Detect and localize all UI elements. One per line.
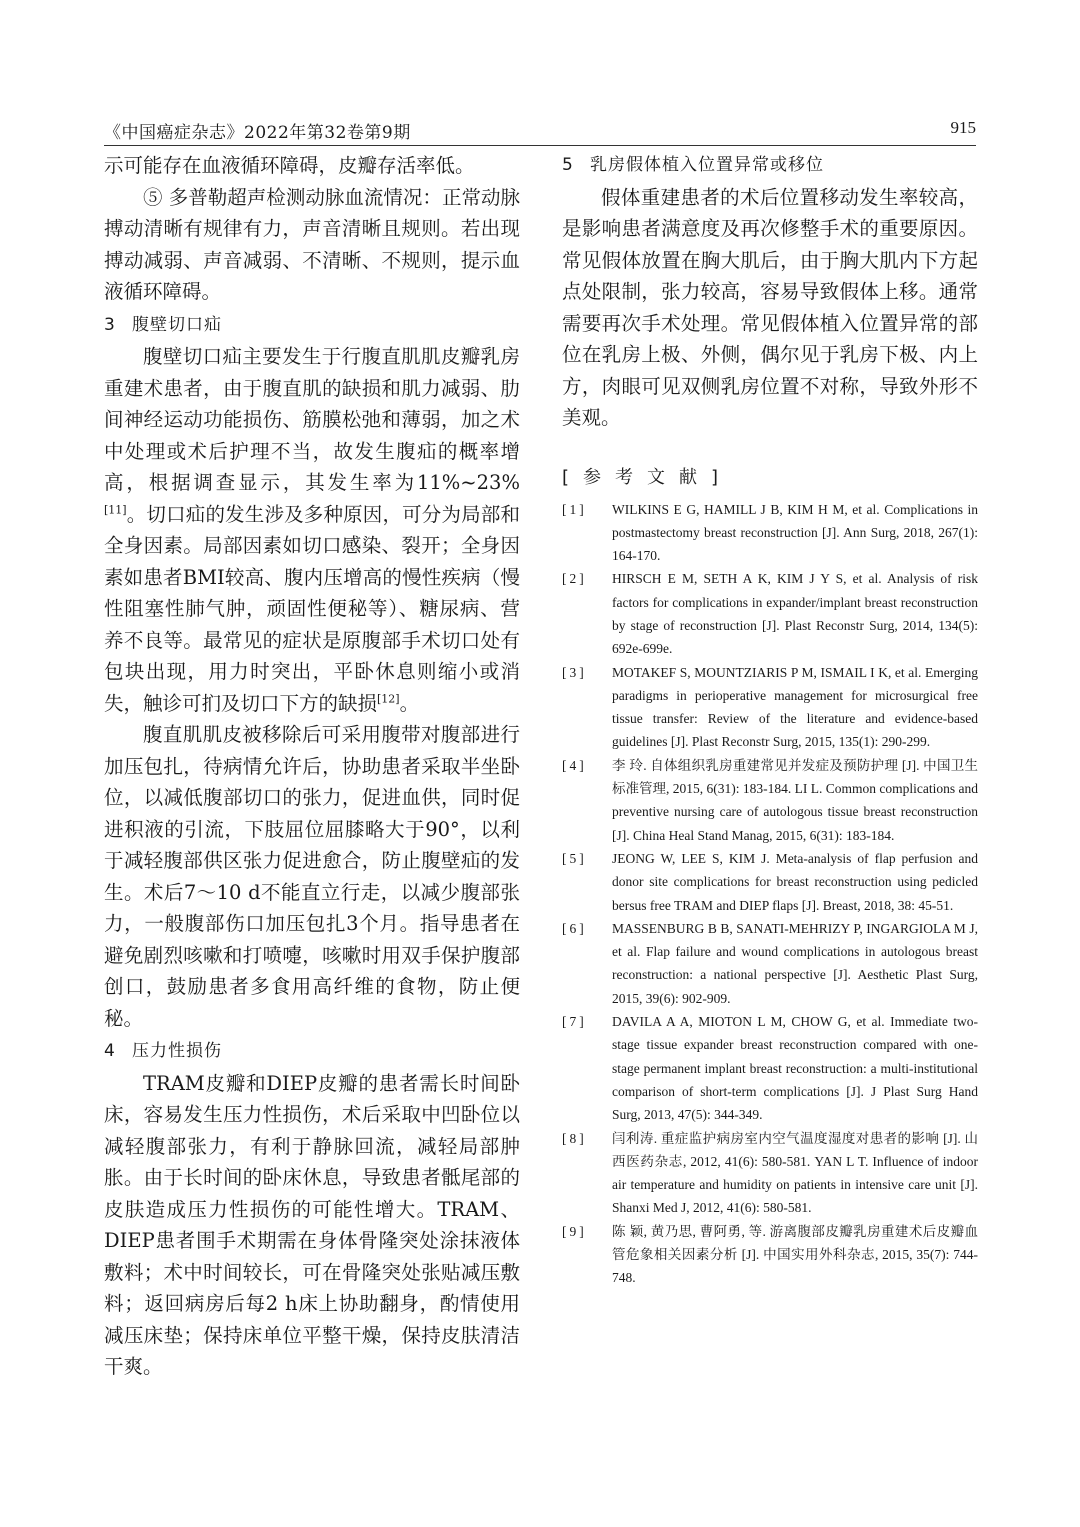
page-number: 915 xyxy=(950,118,976,137)
reference-number: [8] xyxy=(562,1130,587,1146)
reference-number: [5] xyxy=(562,850,587,866)
paragraph-3-text-cont: 。切口疝的发生涉及多种原因，可分为局部和全身因素。局部因素如切口感染、裂开；全身因素如患者BMI较高、腹内压增高的慢性疾病（慢性阻塞性肺气肿，顽固性便秘等）、糖尿病、营养不良等。最常见的症状是原腹部手术切口处有包块出现，用力时突出，平卧休息则缩小或消失，触诊可扪及切口下方的缺损 xyxy=(104,502,520,715)
reference-item xyxy=(562,1010,978,1126)
header-rule xyxy=(104,145,976,146)
reference-text: MOTAKEF S, MOUNTZIARIS P M, ISMAIL I K, et al. Emerging paradigms in perioperative management for microsurgical free tissue transfer: Review of the literature and evidence-based guidelines [J]. Plast Reconstr Surg, 2015, 135(1): 290-299. xyxy=(612,664,978,750)
paragraph-6: 假体重建患者的术后位置移动发生率较高，是影响患者满意度及再次修整手术的重要原因。常见假体放置在胸大肌后，由于胸大肌内下方起点处限制，张力较高，容易导致假体上移。通常需要再次手术处理。常见假体植入位置异常的部位在乳房上极、外侧，偶尔见于乳房下极、内上方，肉眼可见双侧乳房位置不对称，导致外形不美观。 xyxy=(562,185,978,429)
section-title: 压力性损伤 xyxy=(132,1041,222,1061)
reference-item xyxy=(562,847,978,917)
reference-item xyxy=(562,567,978,660)
reference-number: [6] xyxy=(562,920,587,936)
reference-number: [7] xyxy=(562,1014,587,1030)
paragraph-4: 腹直肌肌皮被移除后可采用腹带对腹部进行加压包扎，待病情允许后，协助患者采取半坐卧位，以减低腹部切口的张力，促进血供，同时促进积液的引流，下肢屈位屈膝略大于90°，以利于减轻腹部供区张力促进愈合，防止腹壁疝的发生。术后7～10 d不能直立行走，以减少腹部张力，一般腹部伤口加压包扎3个月。指导患者在避免剧烈咳嗽和打喷嚏，咳嗽时用双手保护腹部创口，鼓励患者多食用高纤维的食物，防止便秘。 xyxy=(104,723,520,1030)
reference-text: HIRSCH E M, SETH A K, KIM J Y S, et al. Analysis of risk factors for complications in expander/implant breast reconstruction by stage of reconstruction [J]. Plast Reconstr Surg, 2014, 134(5): 692e-699e. xyxy=(612,571,978,657)
right-column xyxy=(562,150,978,1290)
citation-11: [11] xyxy=(104,503,127,516)
reference-text: MASSENBURG B B, SANATI-MEHRIZY P, INGARGIOLA M J, et al. Flap failure and wound complications in autologous breast reconstruction: a national perspective [J]. Aesthetic Plast Surg, 2015, 39(6): 902-909. xyxy=(612,920,978,1006)
section-number: 5 xyxy=(562,155,574,175)
references-heading: [参考文献] xyxy=(562,466,733,488)
reference-text: 李 玲. 自体组织乳房重建常见并发症及预防护理 [J]. 中国卫生标准管理, 2015, 6(31): 183-184. LI L. Common complications and preventive nursing care of autologous tissue breast reconstruction [J]. China Heal Stand Manag, 2015, 6(31): 183-184. xyxy=(612,757,978,843)
section-heading-3 xyxy=(104,310,520,342)
section-number: 3 xyxy=(104,314,116,335)
reference-text: 陈 颖, 黄乃思, 曹阿勇, 等. 游离腹部皮瓣乳房重建术后皮瓣血管危象相关因素分析 [J]. 中国实用外科杂志, 2015, 35(7): 744-748. xyxy=(612,1223,978,1286)
reference-number: [9] xyxy=(562,1223,587,1239)
running-header xyxy=(104,118,976,144)
paragraph-3-text: 腹壁切口疝主要发生于行腹直肌肌皮瓣乳房重建术患者，由于腹直肌的缺损和肌力减弱、肋间神经运动功能损伤、筋膜松弛和薄弱，加之术中处理或术后护理不当，故发生腹疝的概率增高，根据调查显示，其发生率为11%~23% xyxy=(104,345,520,494)
reference-list xyxy=(562,498,978,1290)
paragraph-2: ⑤ 多普勒超声检测动脉血流情况：正常动脉搏动清晰有规律有力，声音清晰且规则。若出现搏动减弱、声音减弱、不清晰、不规则，提示血液循环障碍。 xyxy=(104,185,520,303)
reference-item xyxy=(562,1127,978,1220)
section-title: 乳房假体植入位置异常或移位 xyxy=(590,155,824,175)
paragraph-5: TRAM皮瓣和DIEP皮瓣的患者需长时间卧床，容易发生压力性损伤，术后采取中凹卧位以减轻腹部张力，有利于静脉回流，减轻局部肿胀。由于长时间的卧床休息，导致患者骶尾部的皮肤造成压力性损伤的可能性增大。TRAM、DIEP患者围手术期需在身体骨隆突处涂抹液体敷料；术中时间较长，可在骨隆突处张贴减压敷料；返回病房后每2 h床上协助翻身，酌情使用减压床垫；保持床单位平整干燥，保持皮肤清洁干爽。 xyxy=(104,1071,520,1378)
reference-item xyxy=(562,661,978,754)
reference-number: [1] xyxy=(562,501,587,517)
reference-item xyxy=(562,498,978,568)
reference-number: [2] xyxy=(562,571,587,587)
section-heading-4 xyxy=(104,1036,520,1068)
reference-number: [3] xyxy=(562,664,587,680)
reference-text: 闫利涛. 重症监护病房室内空气温度湿度对患者的影响 [J]. 山西医药杂志, 2012, 41(6): 580-581. YAN L T. Influence of indoor air temperature and humidity on patients in intensive care unit [J]. Shanxi Med J, 2012, 41(6): 580-581. xyxy=(612,1130,978,1216)
section-title: 腹壁切口疝 xyxy=(132,314,222,335)
left-column xyxy=(104,150,520,1383)
paragraph-3-end: 。 xyxy=(399,691,420,715)
reference-text: WILKINS E G, HAMILL J B, KIM H M, et al. Complications in postmastectomy breast reconstruction [J]. Ann Surg, 2018, 267(1): 164-170. xyxy=(612,501,978,564)
section-number: 4 xyxy=(104,1041,116,1061)
reference-item xyxy=(562,917,978,1010)
reference-item xyxy=(562,754,978,847)
reference-text: JEONG W, LEE S, KIM J. Meta-analysis of flap perfusion and donor site complications for breast reconstruction using pedicled bersus free TRAM and DIEP flaps [J]. Breast, 2018, 38: 45-51. xyxy=(612,850,978,913)
reference-text: DAVILA A A, MIOTON L M, CHOW G, et al. Immediate two-stage tissue expander breast reconstruction compared with one-stage permanent implant breast reconstruction: a multi-institutional comparison of short-term complications [J]. J Plast Surg Hand Surg, 2013, 47(5): 344-349. xyxy=(612,1014,978,1123)
section-heading-5 xyxy=(562,150,978,182)
citation-12: [12] xyxy=(377,692,400,705)
journal-title: 《中国癌症杂志》2022年第32卷第9期 xyxy=(104,123,411,143)
reference-item xyxy=(562,1220,978,1290)
paragraph-3 xyxy=(104,341,520,719)
reference-number: [4] xyxy=(562,757,587,773)
paragraph-1: 示可能存在血液循环障碍，皮瓣存活率低。 xyxy=(104,154,475,177)
